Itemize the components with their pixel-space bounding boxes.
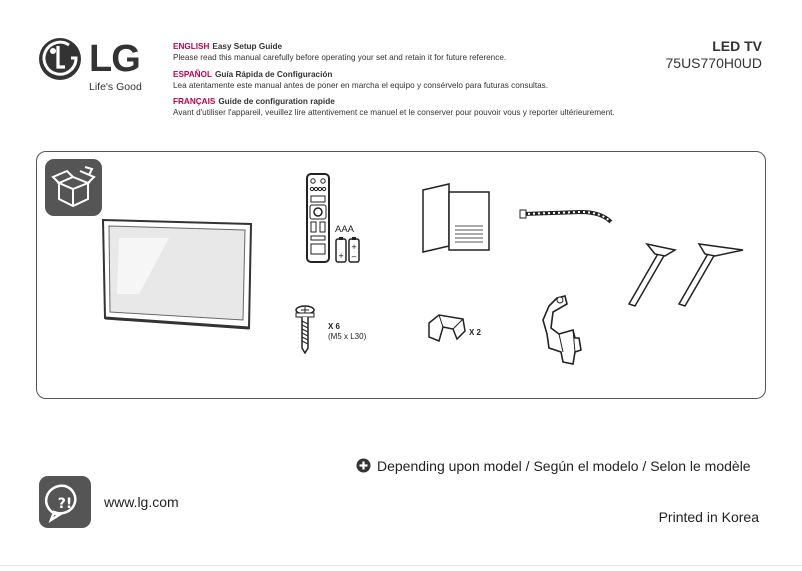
battery-label: AAA [335, 224, 355, 235]
model-footnote [356, 458, 751, 476]
language-name: ENGLISH [173, 42, 210, 51]
intro-french [173, 97, 643, 118]
divider [0, 565, 802, 566]
printed-in: Printed in Korea [658, 509, 759, 525]
cable-clip-icon [425, 311, 469, 347]
manual-icon [419, 182, 493, 254]
intro-text: Avant d'utiliser l'appareil, veuillez lire attentivement ce manuel et le conserver pour pouvoir vous y reporter ultérieurement. [173, 107, 615, 117]
accessory-panel [36, 151, 766, 399]
intro-text: Please read this manual carefully before operating your set and retain it for future reference. [173, 52, 507, 62]
intro-spanish [173, 70, 643, 91]
guide-title: Guide de configuration rapide [218, 97, 335, 106]
stand-icon [617, 236, 747, 310]
cable-tie-icon [519, 204, 615, 230]
svg-text:+: + [338, 252, 344, 260]
footnote-text: Depending upon model / Según el modelo / Selon le modèle [377, 458, 751, 474]
svg-text:?!: ?! [57, 496, 73, 512]
brand-tagline: Life's Good [89, 81, 142, 93]
guide-title: Easy Setup Guide [212, 42, 283, 51]
screw-icon [294, 304, 316, 354]
battery-icon [335, 236, 361, 264]
package-contents-icon [45, 159, 102, 216]
svg-text:+: + [351, 243, 357, 251]
product-type: LED TV [712, 38, 762, 54]
clip-count: X 2 [469, 328, 482, 337]
svg-text:−: − [351, 253, 357, 261]
model-number: 75US770H0UD [665, 55, 762, 71]
screw-size: (M5 x L30) [328, 332, 367, 341]
help-icon [39, 476, 91, 528]
intro-english [173, 42, 643, 63]
language-name: ESPAÑOL [173, 70, 212, 79]
screw-count: X 6 [328, 322, 341, 331]
lg-face-icon [38, 37, 82, 81]
intro-text: Lea atentamente este manual antes de poner en marcha el equipo y consérvelo para futuras consultas. [173, 80, 549, 90]
screw-quantity [328, 322, 366, 342]
guide-title: Guía Rápida de Configuración [214, 70, 333, 79]
lg-logo [38, 37, 158, 97]
tv-icon [99, 214, 255, 332]
bracket-holder-icon [539, 294, 591, 366]
language-name: FRANÇAIS [173, 97, 216, 106]
brand-name: LG [89, 38, 140, 80]
website-link[interactable]: www.lg.com [104, 494, 179, 510]
plus-circle-icon [356, 458, 371, 476]
